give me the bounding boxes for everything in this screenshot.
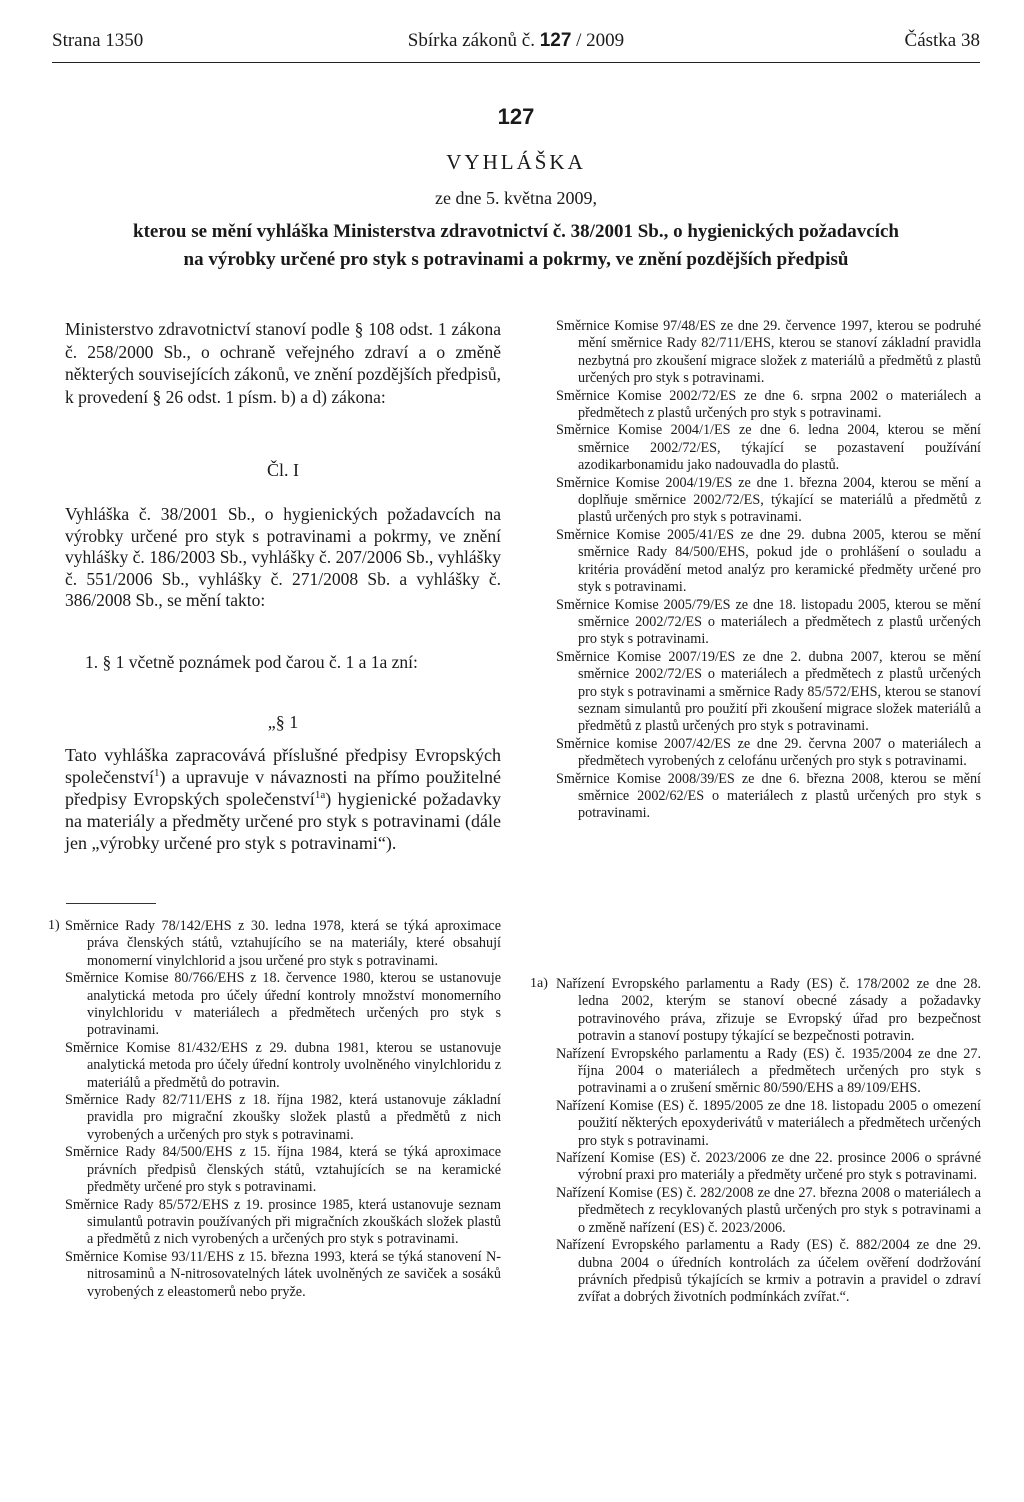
footnote-marker-1a: 1a) [530, 976, 548, 991]
document-subject [52, 218, 980, 274]
quote-part-2: ) a upravuje v návaznosti na přímo použitelné předpisy Evropských společenství [65, 767, 501, 809]
footnote-entry: Nařízení Evropského parlamentu a Rady (ES) č. 1935/2004 ze dne 27. října 2004 o materiálech a předmětech určených pro styk s potravinami a o zrušení směrnic 80/590/EHS a 89/109/EHS. [556, 1045, 981, 1097]
footnote-entry: Směrnice Rady 82/711/EHS z 18. října 1982, která ustanovuje základní pravidla pro migrační zkoušky složek plastů a předmětů z nich vyrobených a určených pro styk s potravinami. [65, 1092, 501, 1143]
article-heading: Čl. I [266, 460, 299, 480]
point-1: 1. § 1 včetně poznámek pod čarou č. 1 a 1a zní: [85, 652, 418, 672]
footnote-ref-1a: 1a [314, 789, 326, 801]
amendment-paragraph: Vyhláška č. 38/2001 Sb., o hygienických požadavcích na výrobky určené pro styk s potravinami a pokrmy, ve znění vyhlášky č. 186/2003 Sb., vyhlášky č. 207/2006 Sb., vyhlášky č. 551/2006 Sb., vyhlášky č. 271/2008 Sb. a vyhlášky č. 386/2008 Sb., se mění takto: [65, 504, 501, 611]
collection-number: 127 [539, 30, 572, 51]
document-number: 127 [497, 104, 535, 129]
part-number: Částka 38 [904, 30, 980, 51]
subject-line-1: kterou se mění vyhláška Ministerstva zdravotnictví č. 38/2001 Sb., o hygienických požadavcích [133, 221, 899, 242]
quote-part-1: Tato vyhláška zapracovává příslušné předpisy Evropských společenství [65, 745, 501, 787]
subject-line-2: na výrobky určené pro styk s potravinami a pokrmy, ve znění pozdějších předpisů [183, 249, 849, 270]
footnote-entry: Směrnice Rady 84/500/EHS z 15. října 1984, která se týká aproximace právních předpisů členských států, vztahujících se na keramické předměty určené pro styk s potravinami. [65, 1144, 501, 1196]
footnote-marker-1: 1) [48, 918, 60, 933]
footnote-entry: Nařízení Komise (ES) č. 1895/2005 ze dne 18. listopadu 2005 o omezení použití některých epoxyderivátů v materiálech a předmětech určených pro styk s potravinami. [556, 1097, 981, 1149]
document-date: ze dne 5. května 2009, [435, 188, 597, 208]
footnote-1-right [556, 318, 981, 823]
footnote-entry: Směrnice Komise 97/48/ES ze dne 29. července 1997, kterou se podruhé mění směrnice Rady 82/711/EHS, kterou se stanoví základní pravidla nezbytná pro zkoušení migrace složek z materiálů a předmětů z plastů určených pro styk s potravinami. [556, 318, 981, 387]
footnote-ref-1: 1 [153, 767, 160, 779]
footnote-entry: Směrnice Rady 85/572/EHS z 19. prosince 1985, která ustanovuje seznam simulantů potravin používaných při migračních zkouškách složek plastů a předmětů z nich vyrobených a určených pro styk s potravinami. [65, 1196, 501, 1248]
footnote-entry: Směrnice Rady 78/142/EHS z 30. ledna 1978, která se týká aproximace práva členských států, vztahujícího se na materiály, které obsahují monomerní vinylchlorid a jsou určené pro styk s potravinami. [65, 918, 501, 969]
footnote-entry: Směrnice Komise 2008/39/ES ze dne 6. března 2008, kterou se mění směrnice 2002/62/ES o materiálech z plastů určených pro styk s potravinami. [556, 770, 981, 822]
footnote-1-left [65, 918, 501, 1301]
footnote-entry: Směrnice Komise 93/11/EHS z 15. března 1993, která se týká stanovení N-nitrosaminů a N-nitrosovatelných látek uvolněných ze saviček a sosáků vyrobených z eleastomerů nebo pryže. [65, 1248, 501, 1300]
page-header [52, 30, 980, 60]
footnote-entry: Směrnice Komise 2005/79/ES ze dne 18. listopadu 2005, kterou se mění směrnice 2002/72/ES o materiálech a předmětech z plastů určených pro styk s potravinami. [556, 596, 981, 648]
footnote-entry: Směrnice Komise 2004/19/ES ze dne 1. března 2004, kterou se mění a doplňuje směrnice 2002/72/ES, týkající se materiálů a předmětů z plastů určených pro styk s potravinami. [556, 474, 981, 526]
quote-part-3: ) hygienické požadavky na materiály a předměty určené pro styk s potravinami (dále jen „výrobky určené pro styk s potravinami“). [65, 789, 501, 853]
footnote-entry: Směrnice Komise 2004/1/ES ze dne 6. ledna 2004, kterou se mění směrnice 2002/72/ES, týkající se pozastavení používání azodikarbonamidu jako nadouvadla do plastů. [556, 422, 981, 474]
footnote-entry: Směrnice Komise 2007/19/ES ze dne 2. dubna 2007, kterou se mění směrnice 2002/72/ES o materiálech a předmětech z plastů určených pro styk s potravinami a směrnice Rady 85/572/EHS, kterou se stanoví seznam simulantů pro použití při zkoušení migrace složek materiálů a předmětů z plastů určených pro styk s potravinami. [556, 648, 981, 735]
header-rule [52, 62, 980, 63]
footnote-entry: Směrnice Komise 81/432/EHS z 29. dubna 1981, kterou se ustanovuje analytická metoda pro účely úřední kontroly uvolněného vinylchloridu z materiálů a předmětů do potravin. [65, 1039, 501, 1091]
footnote-entry: Směrnice Komise 80/766/EHS z 18. července 1980, kterou se ustanovuje analytická metoda pro účely úřední kontroly množství monomerního vinylchloridu v materiálech a předmětech určených pro styk s potravinami. [65, 970, 501, 1039]
collection-prefix: Sbírka zákonů č. [407, 30, 535, 51]
footnote-entry: Směrnice Komise 2002/72/ES ze dne 6. srpna 2002 o materiálech a předmětech z plastů určených pro styk s potravinami. [556, 387, 981, 422]
footnote-entry: Nařízení Komise (ES) č. 282/2008 ze dne 27. března 2008 o materiálech a předmětech z recyklovaných plastů určených pro styk s potravinami a o změně nařízení (ES) č. 2023/2006. [556, 1184, 981, 1236]
section-heading: „§ 1 [267, 712, 299, 732]
footnote-rule [66, 903, 156, 904]
footnote-1a [556, 976, 981, 1307]
collection-year: / 2009 [576, 30, 625, 51]
page-number: Strana 1350 [52, 30, 144, 51]
document-type: VYHLÁŠKA [446, 150, 586, 174]
footnote-entry: Nařízení Komise (ES) č. 2023/2006 ze dne 22. prosince 2006 o správné výrobní praxi pro materiály a předměty určené pro styk s potravinami. [556, 1150, 981, 1184]
footnote-entry: Směrnice Komise 2005/41/ES ze dne 29. dubna 2005, kterou se mění směrnice Rady 84/500/EHS, pokud jde o prohlášení o souladu a kritéria provádění metod analýz pro keramické předměty určené pro styk s potravinami. [556, 526, 981, 596]
footnote-entry: Směrnice komise 2007/42/ES ze dne 29. června 2007 o materiálech a předmětech vyrobených z celofánu určených pro styk s potravinami. [556, 735, 981, 770]
section-1-text [65, 744, 501, 854]
footnote-entry: Nařízení Evropského parlamentu a Rady (ES) č. 178/2002 ze dne 28. ledna 2002, kterým se stanoví obecné zásady a požadavky potravinového práva, zřizuje se Evropský úřad pro bezpečnost potravin a stanoví postupy týkající se bezpečnosti potravin. [556, 976, 981, 1045]
footnote-entry: Nařízení Evropského parlamentu a Rady (ES) č. 882/2004 ze dne 29. dubna 2004 o úředních kontrolách za účelem ověření dodržování právních předpisů týkajících se krmiv a potravin a pravidel o zdraví zvířat a dobrých životních podmínkách zvířat.“. [556, 1237, 981, 1306]
collection-label [52, 30, 980, 52]
intro-paragraph: Ministerstvo zdravotnictví stanoví podle § 108 odst. 1 zákona č. 258/2000 Sb., o ochraně veřejného zdraví a o změně některých souvisejících zákonů, ve znění pozdějších předpisů, k provedení § 26 odst. 1 písm. b) a d) zákona: [65, 319, 501, 407]
